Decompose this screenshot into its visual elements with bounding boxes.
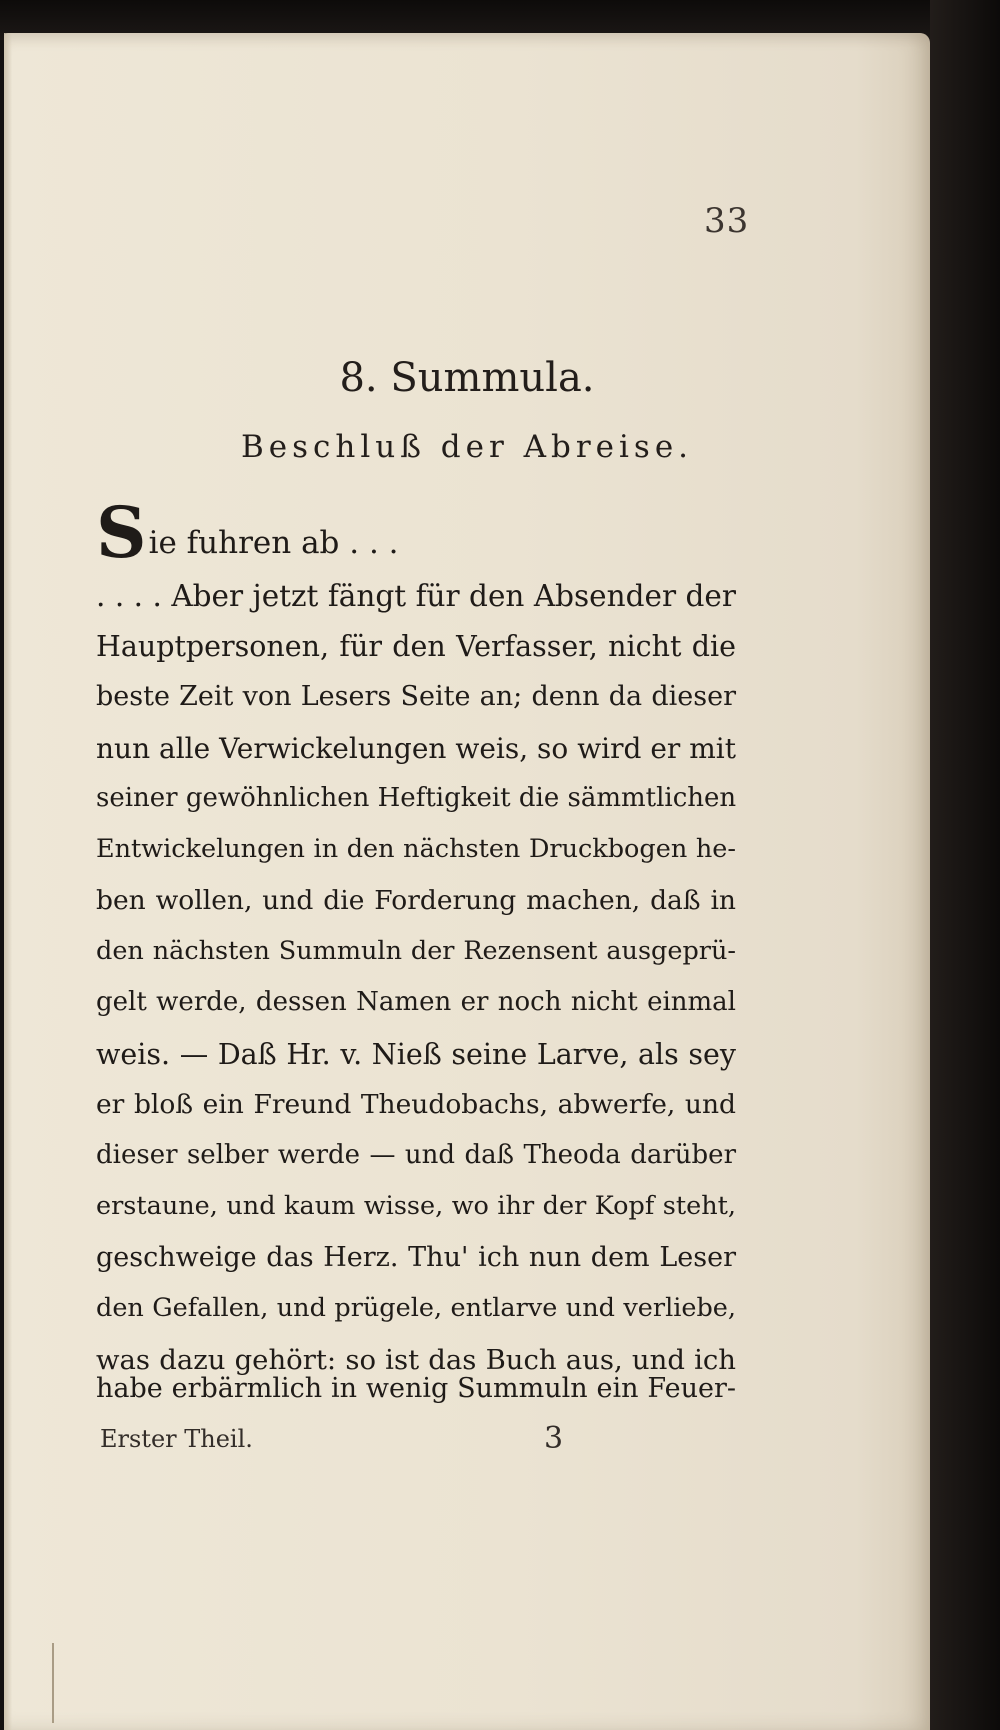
page-edge-shadow	[4, 33, 12, 1730]
text-line: geschweige das Herz. Thu' ich nun dem Leser	[96, 1242, 736, 1273]
text-line: habe erbärmlich in wenig Summuln ein Feuer-	[96, 1373, 736, 1404]
text-line: seiner gewöhnlichen Heftigkeit die sämmtlichen	[96, 783, 737, 813]
footer-signature-mark: 3	[544, 1421, 564, 1456]
gutter-mark	[52, 1643, 54, 1723]
text-line: was dazu gehört: so ist das Buch aus, und ich	[96, 1344, 736, 1376]
chapter-title: 8. Summula.	[339, 355, 595, 401]
text-line: den Gefallen, und prügele, entlarve und verliebe,	[96, 1293, 736, 1323]
drop-initial: S	[96, 491, 147, 574]
text-line: . . . . Aber jetzt fängt für den Absender der	[96, 579, 736, 613]
text-line: Hauptpersonen, für den Verfasser, nicht die	[96, 630, 736, 663]
text-line: erstaune, und kaum wisse, wo ihr der Kopf steht,	[96, 1191, 736, 1221]
text-line: nun alle Verwickelungen weis, so wird er mit	[96, 732, 736, 765]
footer-signature: Erster Theil.	[100, 1425, 253, 1453]
text-line: gelt werde, dessen Namen er noch nicht einmal	[96, 987, 736, 1017]
text-line: Entwickelungen in den nächsten Druckbogen he-	[96, 834, 736, 864]
text-line: er bloß ein Freund Theudobachs, abwerfe, und	[96, 1089, 736, 1120]
opening-text: ie fuhren ab . . .	[148, 525, 399, 561]
page-number: 33	[704, 201, 750, 241]
text-line: den nächsten Summuln der Rezensent ausgeprü-	[96, 936, 736, 966]
scan-background-right	[930, 0, 1000, 1730]
book-page	[4, 33, 930, 1730]
text-line: weis. — Daß Hr. v. Nieß seine Larve, als sey	[96, 1038, 736, 1071]
chapter-subtitle: Beschluß der Abreise.	[240, 429, 694, 465]
text-line: beste Zeit von Lesers Seite an; denn da dieser	[96, 681, 736, 712]
text-line: dieser selber werde — und daß Theoda darüber	[96, 1140, 736, 1170]
opening-line	[96, 491, 399, 574]
text-line: ben wollen, und die Forderung machen, daß in	[96, 885, 736, 916]
